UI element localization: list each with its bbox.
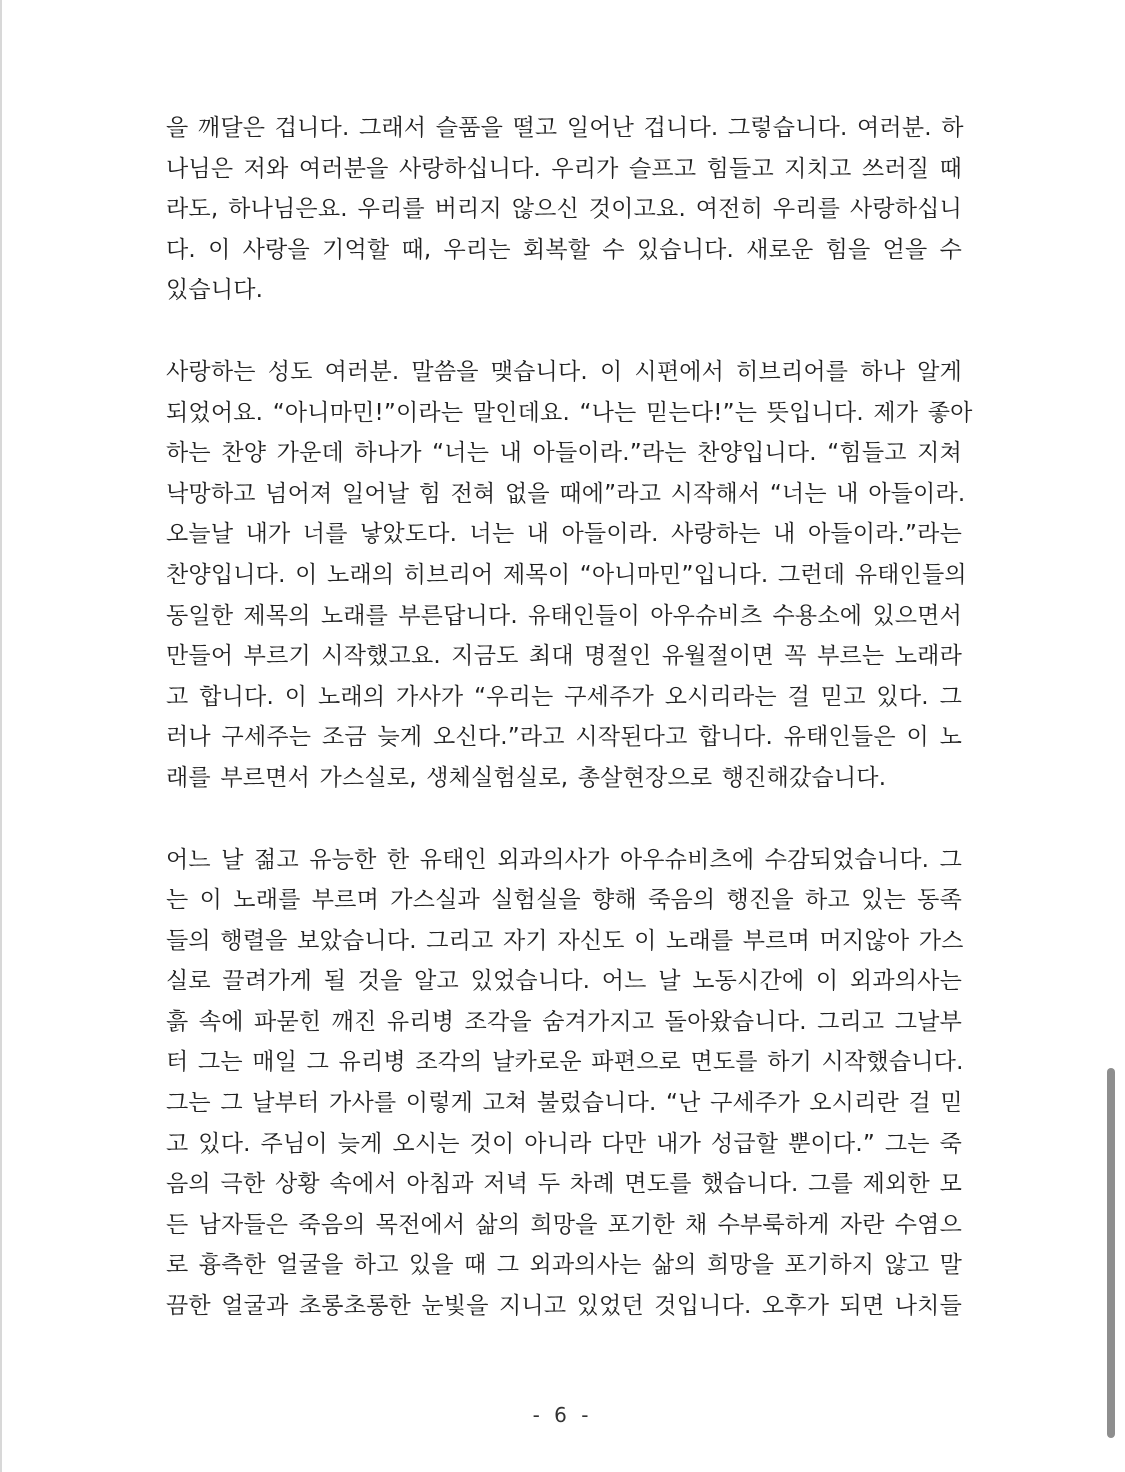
paragraph-2 <box>166 352 973 799</box>
text-line: 있습니다. <box>166 277 264 304</box>
page-left-edge <box>0 0 2 1472</box>
text-line: 흙 속에 파묻힌 깨진 유리병 조각을 숨겨가지고 돌아왔습니다. 그리고 그날부 <box>166 1008 962 1035</box>
text-line: 고 합니다. 이 노래의 가사가 “우리는 구세주가 오시리라는 걸 믿고 있다. 그 <box>166 683 962 710</box>
text-line: 로 흉측한 얼굴을 하고 있을 때 그 외과의사는 삶의 희망을 포기하지 않고 말 <box>166 1252 962 1279</box>
paragraph-spacer <box>166 799 962 840</box>
scrollbar[interactable] <box>1107 1068 1115 1438</box>
text-line: 실로 끌려가게 될 것을 알고 있었습니다. 어느 날 노동시간에 이 외과의사는 <box>166 968 962 995</box>
text-line: 고 있다. 주님이 늦게 오시는 것이 아니라 다만 내가 성급할 뿐이다.” 그는 죽 <box>166 1130 962 1157</box>
text-line: 음의 극한 상황 속에서 아침과 저녁 두 차례 면도를 했습니다. 그를 제외한 모 <box>166 1171 962 1198</box>
text-line: 러나 구세주는 조금 늦게 오신다.”라고 시작된다고 합니다. 유태인들은 이 노 <box>166 724 962 751</box>
text-line: 을 깨달은 겁니다. 그래서 슬품을 떨고 일어난 겁니다. 그렇습니다. 여러분. 하 <box>166 115 964 141</box>
paragraph-3 <box>166 840 962 1327</box>
text-line: 는 이 노래를 부르며 가스실과 실험실을 향해 죽음의 행진을 하고 있는 동족 <box>166 887 962 914</box>
paragraph-1 <box>166 108 962 311</box>
text-line: 라도, 하나님은요. 우리를 버리지 않으신 것이고요. 여전히 우리를 사랑하십니 <box>166 196 962 223</box>
text-line: 래를 부르면서 가스실로, 생체실험실로, 총살현장으로 행진해갔습니다. <box>166 764 887 791</box>
text-line: 든 남자들은 죽음의 목전에서 삶의 희망을 포기한 채 수부룩하게 자란 수염으 <box>166 1211 962 1238</box>
text-line: 하는 찬양 가운데 하나가 “너는 내 아들이라.”라는 찬양입니다. “힘들고 지쳐 <box>166 440 962 467</box>
text-line: 되었어요. “아니마민!”이라는 말인데요. “나는 믿는다!”는 뜻입니다. 제가 좋아 <box>166 399 973 426</box>
text-line: 들의 행렬을 보았습니다. 그리고 자기 자신도 이 노래를 부르며 머지않아 가스 <box>166 927 964 954</box>
document-body <box>166 108 973 1327</box>
text-line: 찬양입니다. 이 노래의 히브리어 제목이 “아니마민”입니다. 그런데 유태인들의 <box>166 561 967 588</box>
text-line: 만들어 부르기 시작했고요. 지금도 최대 명절인 유월절이면 꼭 부르는 노래라 <box>166 643 962 670</box>
scrollbar-thumb[interactable] <box>1107 1068 1115 1438</box>
text-line: 그는 그 날부터 가사를 이렇게 고쳐 불렀습니다. “난 구세주가 오시리란 걸 믿 <box>166 1090 963 1117</box>
text-line: 낙망하고 넘어져 일어날 힘 전혀 없을 때에”라고 시작해서 “너는 내 아들이라. <box>166 480 966 507</box>
text-line: 오늘날 내가 너를 낳았도다. 너는 내 아들이라. 사랑하는 내 아들이라.”라는 <box>166 521 962 548</box>
text-line: 끔한 얼굴과 초롱초롱한 눈빛을 지니고 있었던 것입니다. 오후가 되면 나치들 <box>166 1293 962 1320</box>
text-line: 나님은 저와 여러분을 사랑하십니다. 우리가 슬프고 힘들고 지치고 쓰러질 때 <box>166 155 962 182</box>
page-number: - 6 - <box>532 1403 593 1427</box>
text-line: 사랑하는 성도 여러분. 말씀을 맺습니다. 이 시편에서 히브리어를 하나 알게 <box>166 358 962 385</box>
text-line: 다. 이 사랑을 기억할 때, 우리는 회복할 수 있습니다. 새로운 힘을 얻을 수 <box>166 236 962 263</box>
text-line: 터 그는 매일 그 유리병 조각의 날카로운 파편으로 면도를 하기 시작했습니다. <box>166 1049 964 1076</box>
text-line: 어느 날 젊고 유능한 한 유태인 외과의사가 아우슈비츠에 수감되었습니다. 그 <box>166 846 962 873</box>
text-line: 동일한 제목의 노래를 부른답니다. 유태인들이 아우슈비츠 수용소에 있으면서 <box>166 602 962 629</box>
paragraph-spacer <box>166 311 962 352</box>
